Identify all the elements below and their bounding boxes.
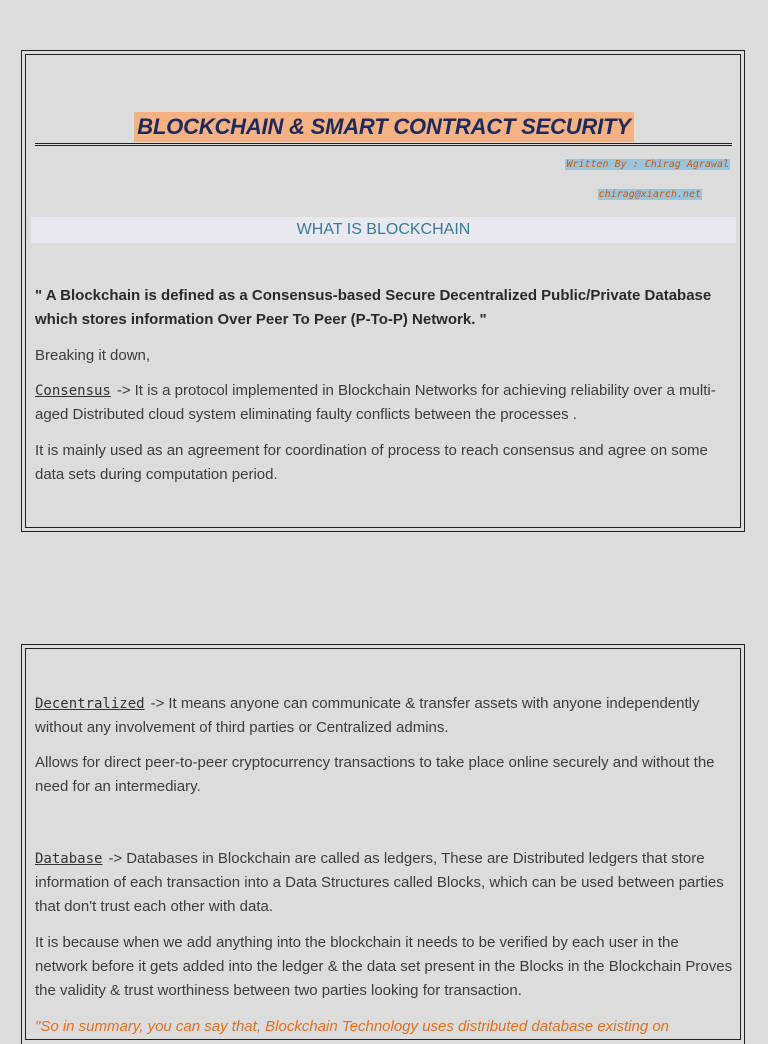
- document-title: BLOCKCHAIN & SMART CONTRACT SECURITY: [134, 112, 634, 142]
- decentralized-extra-paragraph: Allows for direct peer-to-peer cryptocurrency transactions to take place online securely and without the need for an intermediary.: [35, 754, 715, 795]
- decentralized-text: It means anyone can communicate & transfer assets with anyone independently without any involvement of third parties or Centralized admins.: [35, 695, 700, 736]
- database-paragraph: [35, 847, 735, 919]
- database-text: Databases in Blockchain are called as ledgers, These are Distributed ledgers that store information of each transaction into a Data Structures called Blocks, which can be used between parties that don't trust each other with data.: [35, 850, 724, 915]
- arrow-glyph: ->: [150, 695, 165, 712]
- section-heading: WHAT IS BLOCKCHAIN: [31, 217, 736, 243]
- arrow-glyph: ->: [116, 382, 131, 399]
- database-extra-paragraph: It is because when we add anything into the blockchain it needs to be verified by each user in the network before it gets added into the ledger & the data set present in the Blocks in the Blockchain Proves the validity & trust worthiness between two parties looking for transaction.: [35, 934, 733, 999]
- consensus-term: Consensus: [35, 383, 111, 399]
- consensus-text: It is a protocol implemented in Blockchain Networks for achieving reliability over a multi-aged Distributed cloud system eliminating faulty conflicts between the processes .: [35, 382, 716, 423]
- arrow-glyph: ->: [108, 850, 123, 867]
- decentralized-paragraph: [35, 692, 735, 740]
- consensus-paragraph: [35, 379, 735, 427]
- title-divider: [35, 143, 732, 146]
- author-email: chirag@xiarch.net: [598, 189, 701, 200]
- summary-quote: "So in summary, you can say that, Blockchain Technology uses distributed database existing on: [35, 1018, 670, 1035]
- author-line: Written By : Chirag Agrawal: [566, 159, 729, 170]
- consensus-extra-paragraph: It is mainly used as an agreement for coordination of process to reach consensus and agree on some data sets during computation period.: [35, 442, 708, 483]
- decentralized-term: Decentralized: [35, 696, 145, 712]
- breakdown-intro: Breaking it down,: [35, 347, 151, 364]
- title-container: [0, 112, 768, 142]
- database-term: Database: [35, 851, 103, 867]
- definition-paragraph: " A Blockchain is defined as a Consensus-based Secure Decentralized Public/Private Database which stores information Over Peer To Peer (P-To-P) Network. ": [35, 287, 712, 328]
